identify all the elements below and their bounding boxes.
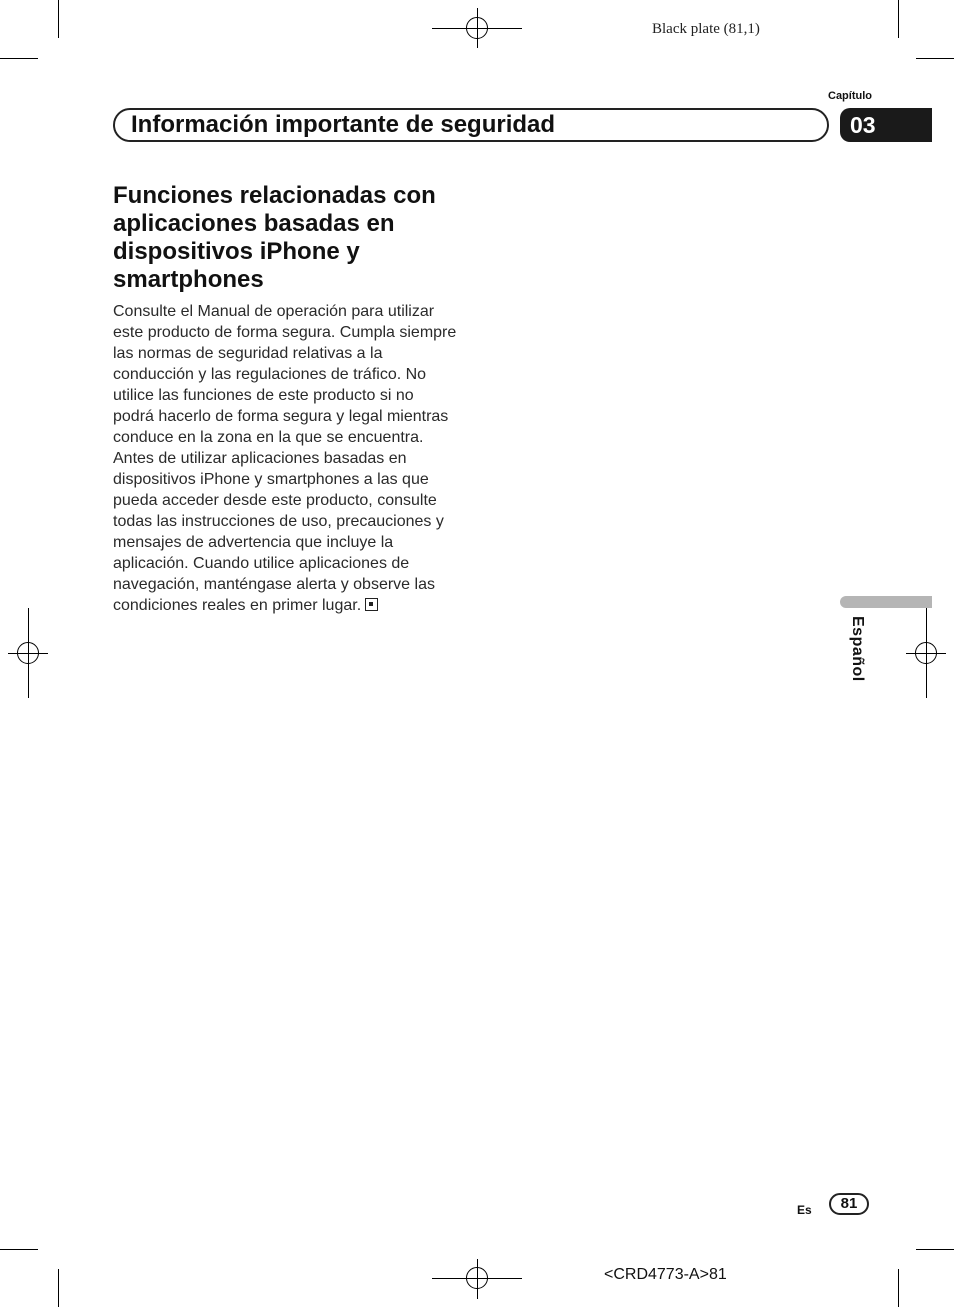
language-tab [840,596,932,608]
crop-mark [0,1249,38,1250]
page-number: 81 [840,1195,858,1212]
crop-mark [58,0,59,38]
language-label: Español [849,616,866,682]
crop-mark [58,1269,59,1307]
section-heading: Funciones relacionadas con aplicaciones basadas en dispositivos iPhone y smartphones [113,182,436,293]
section-body-text: Consulte el Manual de operación para utilizar este producto de forma segura. Cumpla siempre las normas de seguridad relativas a la conducción y las regulaciones de tráfico. No utilice las funciones de este producto si no podrá hacerlo de forma segura y legal mientras conduce en la zona en la que se encuentra. Antes de utilizar aplicaciones basadas en dispositivos iPhone y smartphones a las que pueda acceder desde este producto, consulte todas las instrucciones de uso, precauciones y mensajes de advertencia que incluye la aplicación. Cuando utilice aplicaciones de navegación, manténgase alerta y observe las condiciones reales en primer lugar. [113,303,457,614]
crop-mark [916,58,954,59]
crop-mark [898,0,899,38]
plate-text: Black plate (81,1) [652,21,760,37]
registration-circle [17,642,39,664]
section-body [113,301,458,616]
registration-circle [915,642,937,664]
end-of-section-icon [365,598,378,611]
document-code: <CRD4773-A>81 [604,1266,727,1283]
header-title: Información importante de seguridad [131,111,556,138]
registration-circle [466,1267,488,1289]
footer-language-code: Es [797,1203,812,1217]
crop-mark [916,1249,954,1250]
crop-mark [898,1269,899,1307]
crop-mark [0,58,38,59]
chapter-label: Capítulo [828,90,872,102]
registration-circle [466,17,488,39]
chapter-number: 03 [850,112,876,138]
